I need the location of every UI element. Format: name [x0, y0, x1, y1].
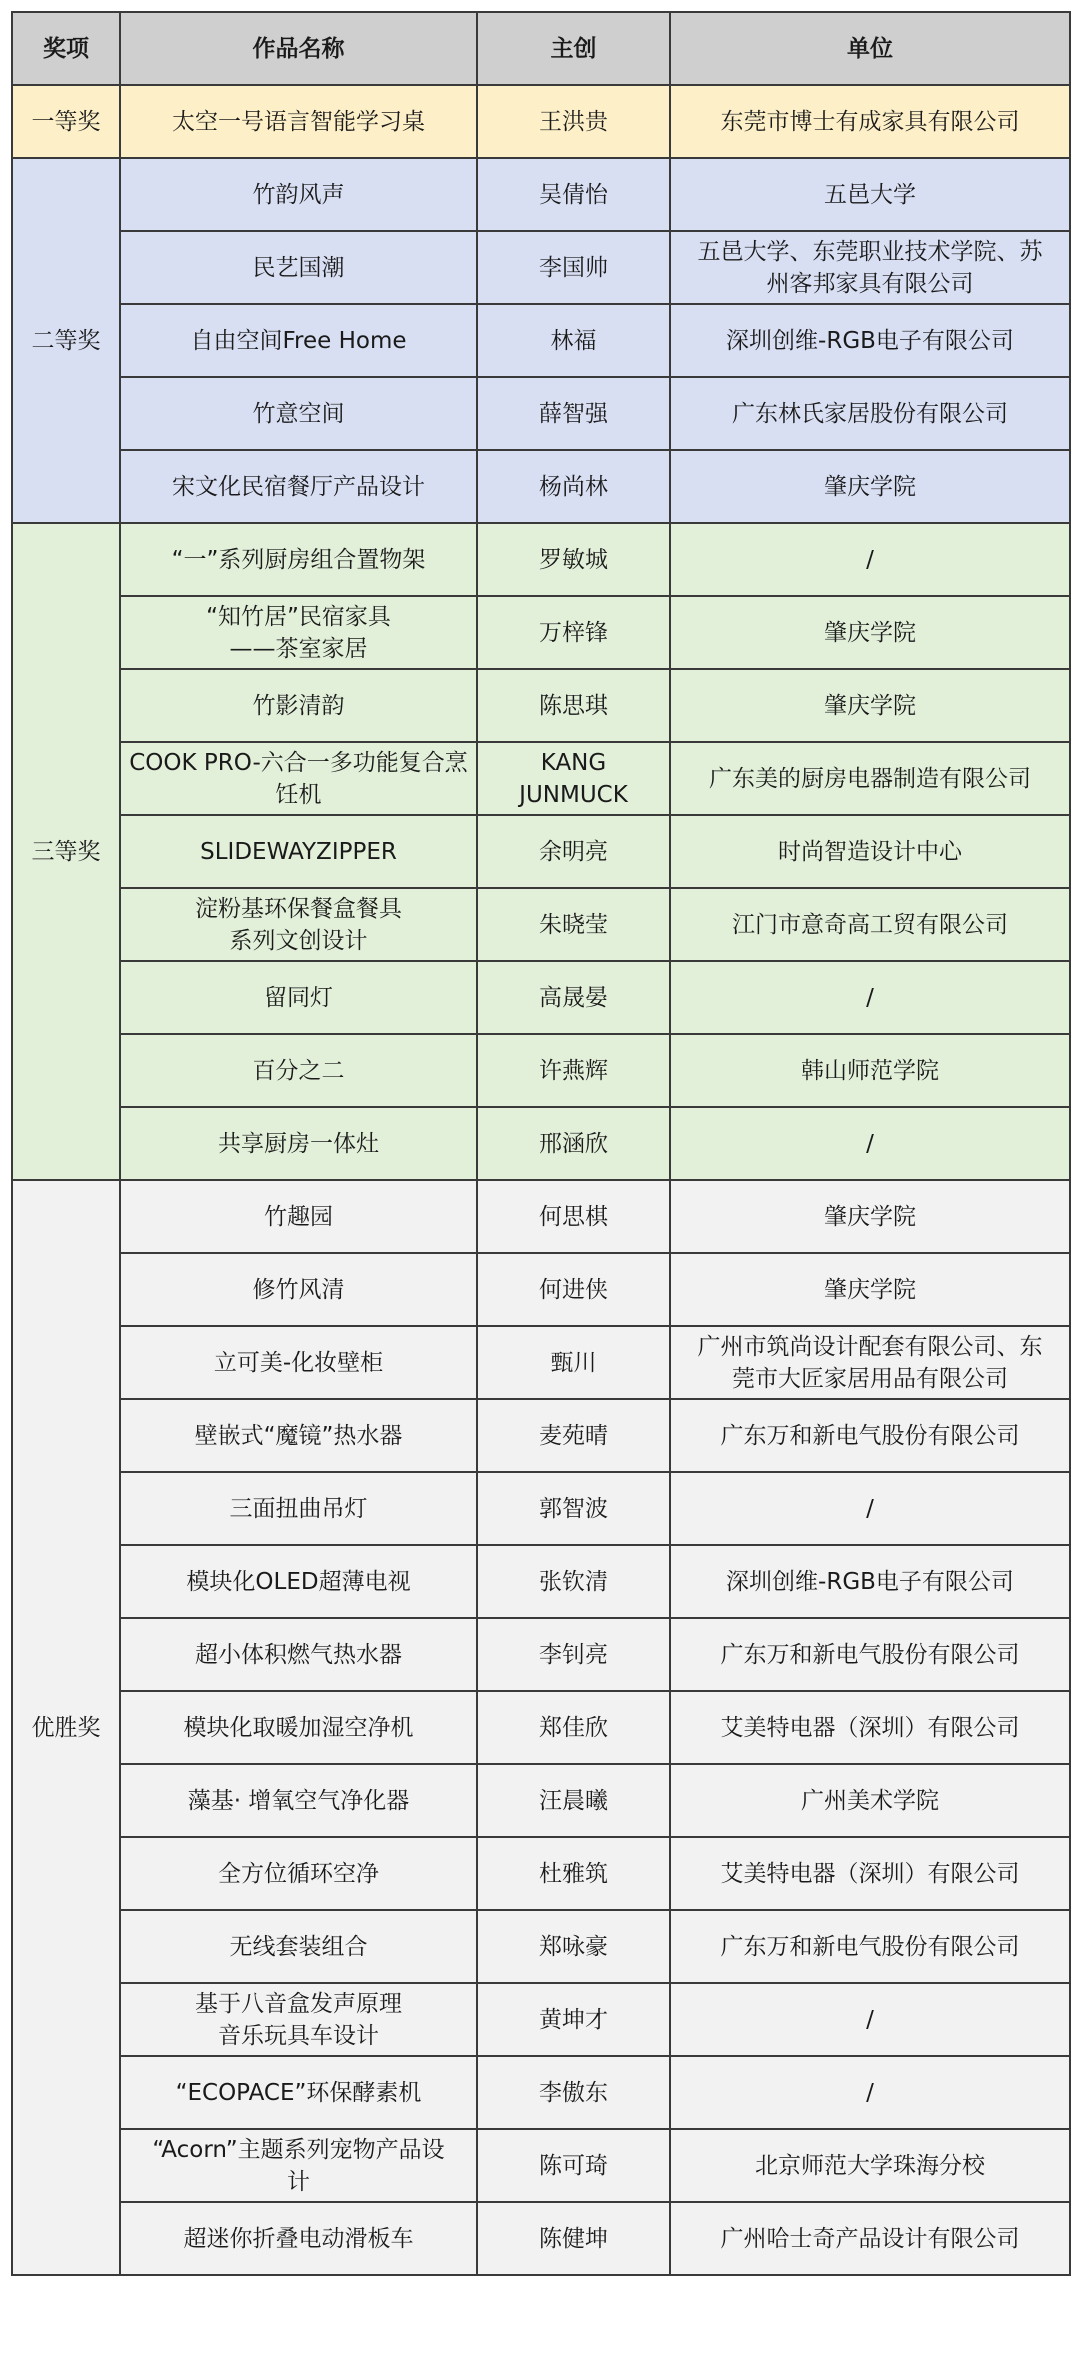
work-name-cell: 三面扭曲吊灯 [120, 1472, 477, 1545]
work-name-cell: 自由空间Free Home [120, 304, 477, 377]
author-cell: 何进侠 [477, 1253, 670, 1326]
work-name-cell: “一”系列厨房组合置物架 [120, 523, 477, 596]
work-name-cell: SLIDEWAYZIPPER [120, 815, 477, 888]
work-name-cell: 修竹风清 [120, 1253, 477, 1326]
unit-cell: 广州市筑尚设计配套有限公司、东 莞市大匠家居用品有限公司 [670, 1326, 1070, 1399]
author-cell: 郑佳欣 [477, 1691, 670, 1764]
award-level-cell: 一等奖 [12, 85, 120, 158]
author-cell: 林福 [477, 304, 670, 377]
unit-cell: / [670, 961, 1070, 1034]
work-name-cell: 竹意空间 [120, 377, 477, 450]
unit-cell: 广东美的厨房电器制造有限公司 [670, 742, 1070, 815]
table-row [12, 1545, 1070, 1618]
award-level-cell: 优胜奖 [12, 1180, 120, 2275]
table-row [12, 1618, 1070, 1691]
table-row [12, 2056, 1070, 2129]
work-name-cell: 壁嵌式“魔镜”热水器 [120, 1399, 477, 1472]
unit-cell: 广州哈士奇产品设计有限公司 [670, 2202, 1070, 2275]
unit-cell: 五邑大学 [670, 158, 1070, 231]
author-cell: KANG JUNMUCK [477, 742, 670, 815]
table-row [12, 1253, 1070, 1326]
table-row [12, 231, 1070, 304]
author-cell: 陈健坤 [477, 2202, 670, 2275]
unit-cell: 艾美特电器（深圳）有限公司 [670, 1691, 1070, 1764]
table-row [12, 85, 1070, 158]
table-row [12, 888, 1070, 961]
unit-cell: 时尚智造设计中心 [670, 815, 1070, 888]
unit-cell: 肇庆学院 [670, 1253, 1070, 1326]
author-cell: 薛智强 [477, 377, 670, 450]
work-name-cell: 全方位循环空净 [120, 1837, 477, 1910]
unit-cell: 肇庆学院 [670, 596, 1070, 669]
work-name-cell: 立可美-化妆壁柜 [120, 1326, 477, 1399]
author-cell: 麦苑晴 [477, 1399, 670, 1472]
author-cell: 李傲东 [477, 2056, 670, 2129]
award-table-container [11, 11, 1069, 2276]
author-cell: 李钊亮 [477, 1618, 670, 1691]
table-row [12, 1764, 1070, 1837]
work-name-cell: 超小体积燃气热水器 [120, 1618, 477, 1691]
table-body [12, 85, 1070, 2275]
header-work: 作品名称 [120, 12, 477, 85]
author-cell: 杜雅筑 [477, 1837, 670, 1910]
award-table [11, 11, 1071, 2276]
author-cell: 李国帅 [477, 231, 670, 304]
table-row [12, 158, 1070, 231]
table-row [12, 1472, 1070, 1545]
table-row [12, 450, 1070, 523]
table-row [12, 1180, 1070, 1253]
table-row [12, 1910, 1070, 1983]
author-cell: 罗敏城 [477, 523, 670, 596]
work-name-cell: 宋文化民宿餐厅产品设计 [120, 450, 477, 523]
work-name-cell: “知竹居”民宿家具 ——茶室家居 [120, 596, 477, 669]
table-row [12, 523, 1070, 596]
work-name-cell: 藻基· 增氧空气净化器 [120, 1764, 477, 1837]
unit-cell: 广东万和新电气股份有限公司 [670, 1399, 1070, 1472]
author-cell: 汪晨曦 [477, 1764, 670, 1837]
work-name-cell: “ECOPACE”环保酵素机 [120, 2056, 477, 2129]
work-name-cell: 模块化OLED超薄电视 [120, 1545, 477, 1618]
work-name-cell: 留同灯 [120, 961, 477, 1034]
author-cell: 张钦清 [477, 1545, 670, 1618]
unit-cell: 肇庆学院 [670, 450, 1070, 523]
table-header-row [12, 12, 1070, 85]
table-row [12, 1691, 1070, 1764]
author-cell: 许燕辉 [477, 1034, 670, 1107]
table-row [12, 596, 1070, 669]
table-row [12, 815, 1070, 888]
award-level-cell: 三等奖 [12, 523, 120, 1180]
unit-cell: 江门市意奇高工贸有限公司 [670, 888, 1070, 961]
work-name-cell: 竹影清韵 [120, 669, 477, 742]
author-cell: 郑咏豪 [477, 1910, 670, 1983]
award-level-cell: 二等奖 [12, 158, 120, 523]
table-row [12, 304, 1070, 377]
unit-cell: 五邑大学、东莞职业技术学院、苏 州客邦家具有限公司 [670, 231, 1070, 304]
author-cell: 杨尚林 [477, 450, 670, 523]
table-row [12, 1837, 1070, 1910]
table-row [12, 961, 1070, 1034]
work-name-cell: 超迷你折叠电动滑板车 [120, 2202, 477, 2275]
table-row [12, 1326, 1070, 1399]
author-cell: 万梓锋 [477, 596, 670, 669]
unit-cell: 东莞市博士有成家具有限公司 [670, 85, 1070, 158]
unit-cell: 深圳创维-RGB电子有限公司 [670, 1545, 1070, 1618]
unit-cell: / [670, 1472, 1070, 1545]
author-cell: 余明亮 [477, 815, 670, 888]
author-cell: 王洪贵 [477, 85, 670, 158]
author-cell: 邢涵欣 [477, 1107, 670, 1180]
work-name-cell: 模块化取暖加湿空净机 [120, 1691, 477, 1764]
work-name-cell: 共享厨房一体灶 [120, 1107, 477, 1180]
table-row [12, 1034, 1070, 1107]
work-name-cell: 淀粉基环保餐盒餐具 系列文创设计 [120, 888, 477, 961]
table-row [12, 669, 1070, 742]
unit-cell: 肇庆学院 [670, 1180, 1070, 1253]
table-row [12, 1983, 1070, 2056]
author-cell: 甄川 [477, 1326, 670, 1399]
unit-cell: 深圳创维-RGB电子有限公司 [670, 304, 1070, 377]
unit-cell: / [670, 1983, 1070, 2056]
author-cell: 陈思琪 [477, 669, 670, 742]
unit-cell: 韩山师范学院 [670, 1034, 1070, 1107]
unit-cell: 广东万和新电气股份有限公司 [670, 1910, 1070, 1983]
unit-cell: 广东万和新电气股份有限公司 [670, 1618, 1070, 1691]
unit-cell: 艾美特电器（深圳）有限公司 [670, 1837, 1070, 1910]
author-cell: 朱晓莹 [477, 888, 670, 961]
work-name-cell: 民艺国潮 [120, 231, 477, 304]
work-name-cell: 太空一号语言智能学习桌 [120, 85, 477, 158]
work-name-cell: “Acorn”主题系列宠物产品设 计 [120, 2129, 477, 2202]
work-name-cell: 百分之二 [120, 1034, 477, 1107]
unit-cell: 广东林氏家居股份有限公司 [670, 377, 1070, 450]
header-award: 奖项 [12, 12, 120, 85]
table-row [12, 377, 1070, 450]
table-row [12, 1107, 1070, 1180]
table-row [12, 742, 1070, 815]
unit-cell: / [670, 1107, 1070, 1180]
table-row [12, 1399, 1070, 1472]
table-row [12, 2129, 1070, 2202]
header-author: 主创 [477, 12, 670, 85]
unit-cell: 肇庆学院 [670, 669, 1070, 742]
author-cell: 郭智波 [477, 1472, 670, 1545]
unit-cell: 北京师范大学珠海分校 [670, 2129, 1070, 2202]
work-name-cell: 无线套装组合 [120, 1910, 477, 1983]
author-cell: 何思棋 [477, 1180, 670, 1253]
author-cell: 黄坤才 [477, 1983, 670, 2056]
header-unit: 单位 [670, 12, 1070, 85]
work-name-cell: 基于八音盒发声原理 音乐玩具车设计 [120, 1983, 477, 2056]
author-cell: 陈可琦 [477, 2129, 670, 2202]
unit-cell: 广州美术学院 [670, 1764, 1070, 1837]
unit-cell: / [670, 523, 1070, 596]
work-name-cell: 竹韵风声 [120, 158, 477, 231]
table-row [12, 2202, 1070, 2275]
author-cell: 吴倩怡 [477, 158, 670, 231]
unit-cell: / [670, 2056, 1070, 2129]
author-cell: 高晟晏 [477, 961, 670, 1034]
work-name-cell: 竹趣园 [120, 1180, 477, 1253]
work-name-cell: COOK PRO-六合一多功能复合烹 饪机 [120, 742, 477, 815]
